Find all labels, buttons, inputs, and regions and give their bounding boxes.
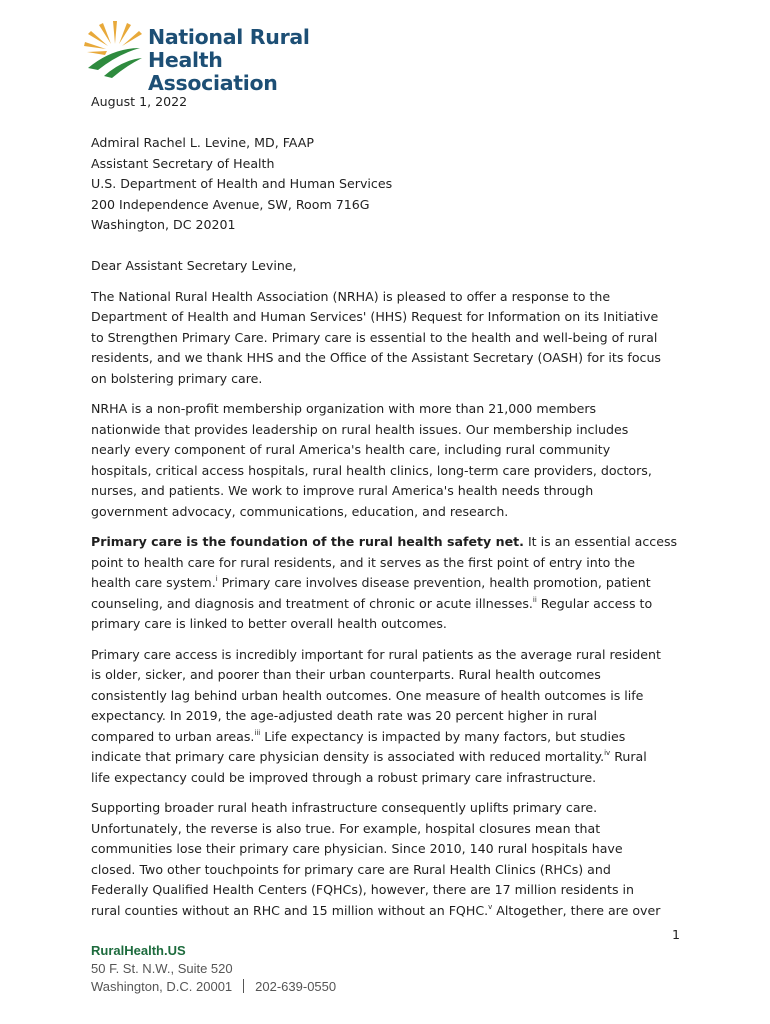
address-line: 200 Independence Avenue, SW, Room 716G xyxy=(91,196,370,212)
bold-lead-sentence: Primary care is the foundation of the rural health safety net. xyxy=(91,534,524,549)
text-line: Federally Qualified Health Centers (FQHCs), however, there are 17 million residents in xyxy=(91,882,635,897)
paragraph-intro xyxy=(91,287,685,390)
text-line: expectancy. In 2019, the age-adjusted death rate was 20 percent higher in rural xyxy=(91,708,597,723)
text-line: indicate that primary care physician density is associated with reduced mortality.$^{iv}$ Rural xyxy=(91,749,647,764)
text-line: Department of Health and Human Services' (HHS) Request for Information on its Initiative xyxy=(91,309,659,324)
endnote-ref: iv xyxy=(604,749,611,757)
text-line: to Strengthen Primary Care. Primary care is essential to the health and well-being of rural xyxy=(91,329,658,345)
sunrise-field-icon xyxy=(84,18,144,80)
text-line: consistently lag behind urban health outcomes. One measure of health outcomes is life xyxy=(91,687,644,703)
text-line: nationwide that provides leadership on rural health issues. Our membership includes xyxy=(91,421,629,437)
recipient-address xyxy=(91,133,685,236)
text-line: is older, sicker, and poorer than their urban counterparts. Rural health outcomes xyxy=(91,667,601,682)
endnote-ref: ii xyxy=(532,595,537,604)
footer-street: 50 F. St. N.W., Suite 520 xyxy=(91,961,233,976)
text-line: hospitals, critical access hospitals, rural health clinics, long-term care providers, doctors, xyxy=(91,462,652,478)
paragraph-rural-access xyxy=(91,645,685,789)
logo-wordmark xyxy=(148,26,354,95)
text-line: Unfortunately, the reverse is also true. For example, hospital closures mean that xyxy=(91,820,601,836)
footer-city: Washington, D.C. 20001 xyxy=(91,979,233,994)
address-line: Assistant Secretary of Health xyxy=(91,155,275,171)
text-line: Primary care is the foundation of the rural health safety net. It is an essential access xyxy=(91,534,678,549)
text-line: Supporting broader rural heath infrastructure consequently uplifts primary care. xyxy=(91,800,598,815)
text-line: compared to urban areas.$^{iii}$ Life expectancy is impacted by many factors, but studies xyxy=(91,728,626,744)
text-line: on bolstering primary care. xyxy=(91,370,263,386)
text-line: residents, and we thank HHS and the Office of the Assistant Secretary (OASH) for its focus xyxy=(91,350,661,365)
footer-city-phone xyxy=(91,978,336,996)
text-line: closed. Two other touchpoints for primary care are Rural Health Clinics (RHCs) and xyxy=(91,861,611,877)
text-line: nearly every component of rural America's health care, including rural community xyxy=(91,442,611,457)
endnote-ref: v xyxy=(488,902,493,911)
endnote-ref: i xyxy=(215,575,218,583)
address-line: Admiral Rachel L. Levine, MD, FAAP xyxy=(91,135,314,150)
text-line: counseling, and diagnosis and treatment of chronic or acute illnesses.$^{ii}$ Regular access to xyxy=(91,595,653,611)
text-line: government advocacy, communications, education, and research. xyxy=(91,503,509,519)
letter-body xyxy=(91,92,685,931)
website-link[interactable]: RuralHealth.US xyxy=(91,943,186,958)
endnote-ref: iii xyxy=(254,728,261,737)
logo-line-2: Health Association xyxy=(148,48,278,95)
page-number: 1 xyxy=(672,927,681,942)
salutation: Dear Assistant Secretary Levine, xyxy=(91,258,297,273)
text-line: nurses, and patients. We work to improve rural America's health needs through xyxy=(91,483,594,498)
nrha-logo xyxy=(84,18,354,95)
divider xyxy=(243,979,244,993)
address-line: U.S. Department of Health and Human Services xyxy=(91,176,393,191)
text-line: Primary care access is incredibly important for rural patients as the average rural resident xyxy=(91,646,661,662)
text-line: life expectancy could be improved through a robust primary care infrastructure. xyxy=(91,769,597,785)
text-line: primary care is linked to better overall health outcomes. xyxy=(91,616,447,631)
text-line: rural counties without an RHC and 15 million without an FQHC.$^v$ Altogether, there are over xyxy=(91,902,661,918)
text-line: point to health care for rural residents, and it serves as the first point of entry into the xyxy=(91,554,636,570)
paragraph-primary-care-foundation xyxy=(91,532,685,635)
address-line: Washington, DC 20201 xyxy=(91,217,236,232)
text-line: communities lose their primary care physician. Since 2010, 140 rural hospitals have xyxy=(91,841,623,856)
paragraph-about-nrha xyxy=(91,399,685,522)
letterhead-footer xyxy=(91,942,336,996)
letter-date: August 1, 2022 xyxy=(91,94,188,109)
footer-phone: 202-639-0550 xyxy=(255,979,337,994)
text-line: NRHA is a non-profit membership organization with more than 21,000 members xyxy=(91,401,597,416)
logo-line-1: National Rural xyxy=(148,25,310,49)
paragraph-infrastructure xyxy=(91,798,685,921)
text-line: The National Rural Health Association (NRHA) is pleased to offer a response to the xyxy=(91,288,611,304)
text-line: health care system.$^i$ Primary care involves disease prevention, health promotion, patient xyxy=(91,575,651,590)
